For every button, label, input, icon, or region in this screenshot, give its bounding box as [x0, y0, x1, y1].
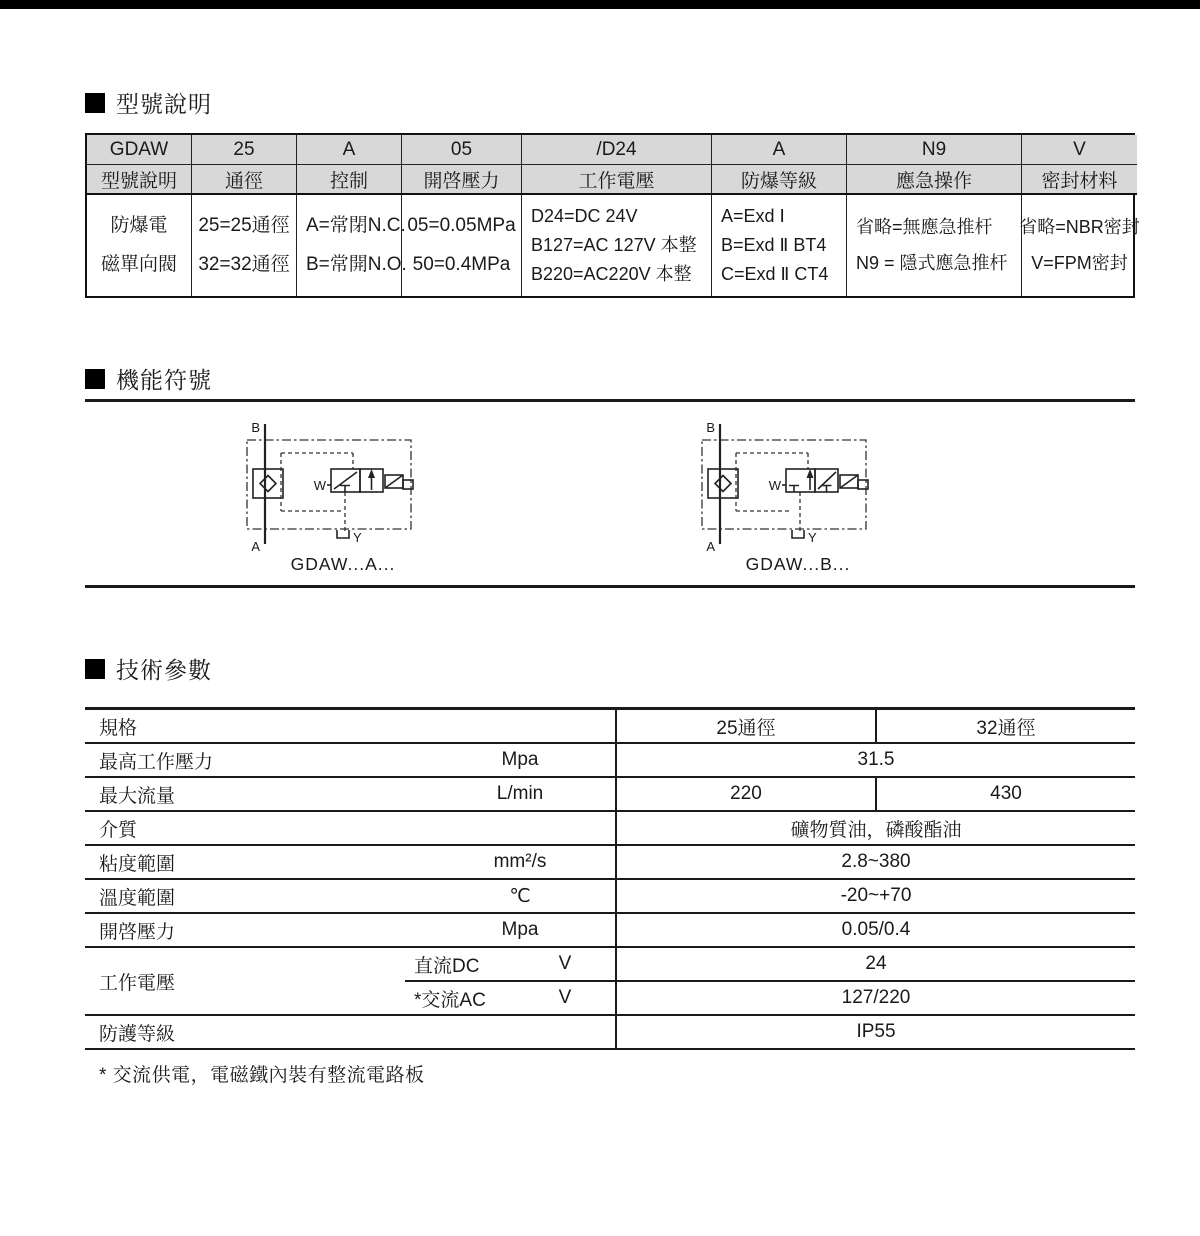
code-name-cell: 應急操作	[847, 165, 1022, 195]
subrow-label: *交流AC	[414, 989, 486, 1011]
column-header-32: 32通徑	[875, 710, 1135, 742]
drain-symbol	[337, 530, 349, 538]
model-code-table	[85, 133, 1140, 298]
code-cell: 25	[192, 135, 297, 165]
section-title-text: 型號說明	[116, 91, 212, 117]
code-cell: N9	[847, 135, 1022, 165]
port-label-b: B	[706, 420, 715, 435]
drain-label-y: Y	[808, 530, 817, 545]
code-name-cell: 型號說明	[87, 165, 192, 195]
divider	[85, 585, 1135, 588]
subrow-unit: V	[558, 953, 572, 974]
code-desc-cell: 省略=無應急推杆 N9 = 隱式應急推杆	[847, 195, 1022, 296]
row-label: 規格	[99, 717, 138, 739]
code-desc-cell: D24=DC 24V B127=AC 127V 本整 B220=AC220V 本整	[522, 195, 712, 296]
row-value-25: 220	[730, 783, 762, 804]
row-label: 開啓壓力	[99, 921, 176, 943]
subrow-label: 直流DC	[414, 955, 480, 977]
code-name-cell: 通徑	[192, 165, 297, 195]
code-desc-cell: 25=25通徑 32=32通徑	[192, 195, 297, 296]
port-label-a: A	[251, 539, 260, 554]
row-label: 粘度範圍	[99, 853, 176, 875]
table-subrow-ac	[405, 982, 1135, 1014]
row-value: -20~+70	[840, 885, 912, 906]
subrow-unit: V	[558, 987, 572, 1008]
table-subrow-dc	[405, 948, 1135, 982]
table-row	[85, 710, 1135, 744]
row-label: 介質	[99, 819, 138, 841]
code-desc-cell: 省略=NBR密封 V=FPM密封	[1019, 217, 1140, 273]
subrow-value: 127/220	[615, 982, 1135, 1014]
check-valve-box	[708, 469, 738, 498]
code-desc-cell: 05=0.05MPa 50=0.4MPa	[402, 195, 522, 296]
code-cell: A	[712, 135, 847, 165]
section-marker-icon	[85, 93, 105, 113]
check-valve-box	[253, 469, 283, 498]
valve-schematic-a	[233, 419, 453, 557]
solenoid-diagonal	[840, 475, 858, 488]
row-label: 工作電壓	[99, 972, 176, 994]
section-marker-icon	[85, 659, 105, 679]
table-row	[85, 778, 1135, 812]
row-label: 防護等級	[99, 1023, 176, 1045]
section-title-text: 技術參數	[116, 657, 212, 683]
column-header-25: 25通徑	[716, 717, 776, 739]
section-title-params	[85, 652, 212, 685]
footnote: * 交流供電，電磁鐵內裝有整流電路板	[99, 1065, 425, 1086]
row-label: 最大流量	[99, 785, 176, 807]
function-symbol-diagram-b	[688, 419, 908, 557]
row-value: 礦物質油，磷酸酯油	[790, 819, 962, 841]
row-label: 最高工作壓力	[99, 751, 214, 773]
drain-label-y: Y	[353, 530, 362, 545]
divider	[85, 399, 1135, 402]
code-cell: /D24	[522, 135, 712, 165]
section-title-symbols	[85, 362, 212, 395]
row-unit: mm²/s	[493, 851, 547, 872]
code-desc-cell: A=常閉N.C. B=常開N.O.	[297, 195, 402, 296]
code-cell: V	[1022, 135, 1137, 165]
port-label-b: B	[251, 420, 260, 435]
code-name-cell: 工作電壓	[522, 165, 712, 195]
row-value: 0.05/0.4	[841, 919, 911, 940]
port-label-a: A	[706, 539, 715, 554]
table-row	[85, 744, 1135, 778]
code-name-cell: 密封材料	[1022, 165, 1137, 195]
row-value: IP55	[856, 1021, 896, 1042]
code-cell: A	[297, 135, 402, 165]
code-name-cell: 防爆等級	[712, 165, 847, 195]
row-unit: ℃	[509, 885, 531, 907]
code-name-cell: 控制	[297, 165, 402, 195]
table-row	[85, 812, 1135, 846]
row-value-32: 430	[875, 778, 1135, 810]
code-desc-cell: A=Exd Ⅰ B=Exd Ⅱ BT4 C=Exd Ⅱ CT4	[712, 195, 847, 296]
diagram-a-caption: GDAW...A...	[290, 554, 396, 574]
valve-schematic-b	[688, 419, 908, 557]
subrow-value: 24	[615, 948, 1135, 980]
code-cell: 05	[402, 135, 522, 165]
closed-port-tee	[789, 486, 799, 493]
closed-port-tee	[822, 486, 832, 493]
check-valve-poppet-icon	[260, 476, 276, 492]
solenoid-diagonal	[385, 475, 403, 488]
row-value: 2.8~380	[841, 851, 911, 872]
row-label: 溫度範圍	[99, 887, 176, 909]
pilot-label-w: W	[313, 478, 326, 493]
technical-parameters-table	[85, 707, 1135, 1050]
code-name-cell: 開啓壓力	[402, 165, 522, 195]
code-desc-cell: 防爆電 磁單向閥	[87, 195, 192, 296]
drain-symbol	[792, 530, 804, 538]
table-row	[85, 914, 1135, 948]
section-title-text: 機能符號	[116, 367, 212, 393]
code-cell: GDAW	[87, 135, 192, 165]
section-title-model	[85, 86, 212, 119]
table-row	[85, 1016, 1135, 1050]
row-unit: L/min	[496, 783, 544, 804]
function-symbol-diagram-a	[233, 419, 453, 557]
table-row-group-voltage	[85, 948, 1135, 1016]
closed-port-tee	[340, 486, 350, 493]
row-value: 31.5	[857, 749, 895, 770]
row-unit: Mpa	[501, 749, 539, 770]
check-valve-poppet-icon	[715, 476, 731, 492]
pilot-label-w: W	[768, 478, 781, 493]
section-marker-icon	[85, 369, 105, 389]
row-unit: Mpa	[501, 919, 539, 940]
top-bar	[0, 0, 1200, 9]
table-row	[85, 846, 1135, 880]
diagram-b-caption: GDAW...B...	[745, 554, 851, 574]
table-row	[85, 880, 1135, 914]
flow-arrow-head	[807, 469, 814, 478]
flow-arrow-head	[368, 469, 375, 478]
